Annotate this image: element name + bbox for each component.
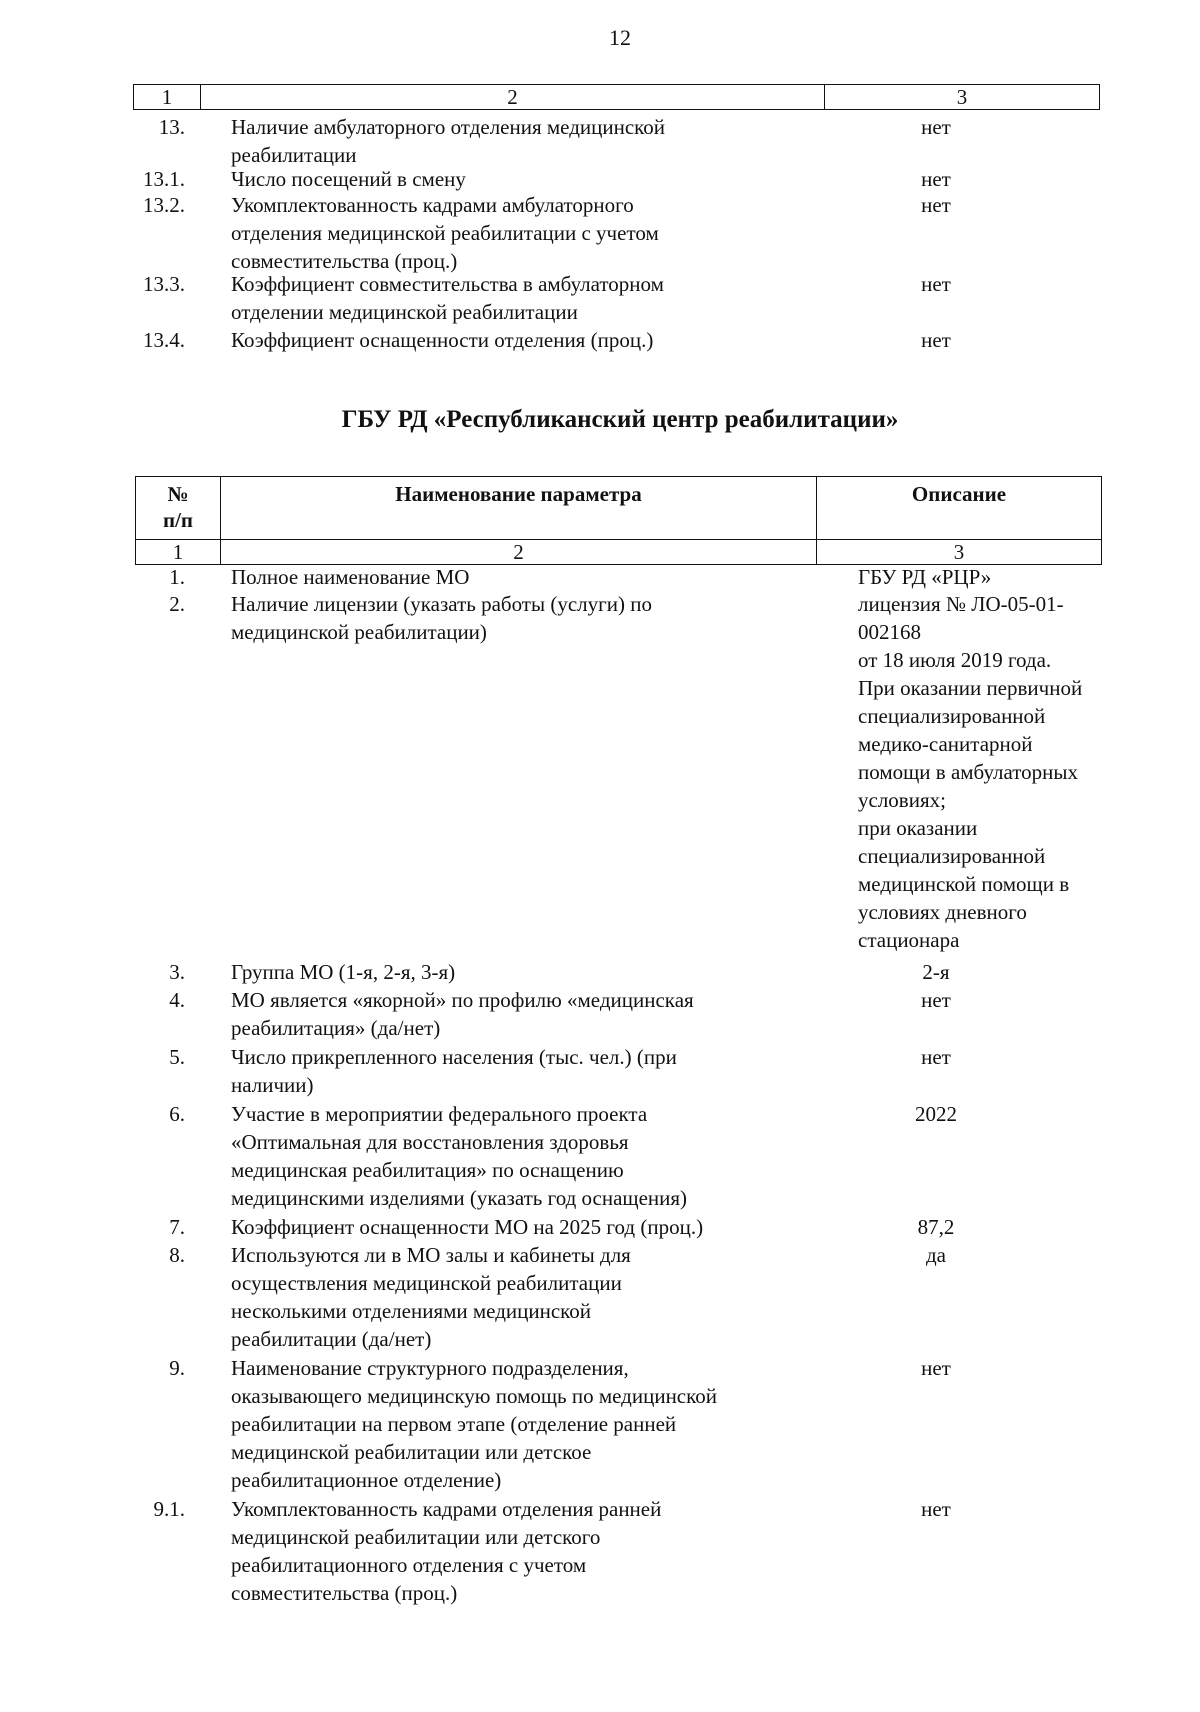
row-value: нет xyxy=(921,193,951,217)
row-text: Группа МО (1-я, 2-я, 3-я) xyxy=(231,960,456,984)
table-row xyxy=(0,1213,1200,1241)
row-text: Используются ли в МО залы и кабинеты для осуществления медицинской реабилитации несколькими отделениями медицинской реабилитации (да/нет) xyxy=(231,1243,631,1351)
row-text: Участие в мероприятии федерального проекта «Оптимальная для восстановления здоровья медицинская реабилитация» по оснащению медицинскими изделиями (указать год оснащения) xyxy=(231,1102,688,1210)
row-number: 13.4. xyxy=(143,328,185,352)
row-value: нет xyxy=(921,988,951,1012)
row-value: нет xyxy=(921,272,951,296)
top-table-body xyxy=(0,113,1200,354)
table-row xyxy=(0,563,1200,590)
main-table-header xyxy=(135,476,1102,565)
table-row xyxy=(0,1354,1200,1495)
row-number: 1. xyxy=(169,565,185,589)
table-row xyxy=(0,113,1200,165)
table-row xyxy=(0,1241,1200,1354)
section-title: ГБУ РД «Республиканский центр реабилитации» xyxy=(341,406,899,433)
header-number: № п/п xyxy=(136,477,221,540)
table-row xyxy=(0,590,1200,958)
table-row xyxy=(0,1043,1200,1100)
table-row xyxy=(0,270,1200,326)
top-header-col1: 1 xyxy=(134,85,201,110)
row-text: Число прикрепленного населения (тыс. чел.) (при наличии) xyxy=(231,1045,677,1097)
page-number: 12 xyxy=(609,25,631,50)
row-number: 9. xyxy=(169,1356,185,1380)
row-number: 3. xyxy=(169,960,185,984)
row-text: Полное наименование МО xyxy=(231,565,470,589)
row-text: Укомплектованность кадрами отделения ранней медицинской реабилитации или детского реабилитационного отделения с учетом совместительства (проц.) xyxy=(231,1497,662,1605)
header-parameter-name: Наименование параметра xyxy=(221,477,817,540)
table-row xyxy=(0,958,1200,986)
table-row xyxy=(0,1495,1200,1608)
row-text: Наличие лицензии (указать работы (услуги) по медицинской реабилитации) xyxy=(231,592,652,644)
row-number: 5. xyxy=(169,1045,185,1069)
table-row xyxy=(0,326,1200,354)
row-value: нет xyxy=(921,1356,951,1380)
main-table-body xyxy=(0,563,1200,1608)
header-description: Описание xyxy=(817,477,1102,540)
row-number: 7. xyxy=(169,1215,185,1239)
row-value: 87,2 xyxy=(917,1215,955,1239)
row-number: 2. xyxy=(169,592,185,616)
row-text: Коэффициент совместительства в амбулаторном отделении медицинской реабилитации xyxy=(231,272,664,324)
row-value: 2022 xyxy=(915,1102,957,1126)
row-value: ГБУ РД «РЦР» xyxy=(858,565,992,589)
table-row xyxy=(0,986,1200,1043)
row-text: Коэффициент оснащенности отделения (проц.) xyxy=(231,328,654,352)
top-header-col3: 3 xyxy=(825,85,1100,110)
row-text: Наименование структурного подразделения, оказывающего медицинскую помощь по медицинской реабилитации на первом этапе (отделение ранней медицинской реабилитации или детское реабилитационное отделение) xyxy=(231,1356,718,1492)
row-text: Укомплектованность кадрами амбулаторного отделения медицинской реабилитации с учетом совместительства (проц.) xyxy=(231,193,659,273)
top-table-header xyxy=(133,84,1100,110)
row-value: лицензия № ЛО-05-01- 002168 от 18 июля 2019 года. При оказании первичной специализированной медико-санитарной помощи в амбулаторных условиях; при оказании специализированной медицинской помощи в условиях дневного стационара xyxy=(858,592,1083,952)
top-header-col2: 2 xyxy=(201,85,825,110)
row-value: нет xyxy=(921,1045,951,1069)
row-number: 13. xyxy=(158,115,185,139)
row-number: 4. xyxy=(169,988,185,1012)
row-value: 2-я xyxy=(922,960,950,984)
row-value: нет xyxy=(921,1497,951,1521)
row-number: 8. xyxy=(169,1243,185,1267)
row-text: Число посещений в смену xyxy=(231,167,466,191)
row-value: да xyxy=(925,1243,946,1267)
row-number: 13.1. xyxy=(143,167,185,191)
row-number: 6. xyxy=(169,1102,185,1126)
numbering-col2: 2 xyxy=(221,540,817,565)
row-value: нет xyxy=(921,167,951,191)
row-text: МО является «якорной» по профилю «медицинская реабилитация» (да/нет) xyxy=(231,988,694,1040)
row-number: 13.2. xyxy=(143,193,185,217)
numbering-col1: 1 xyxy=(136,540,221,565)
numbering-col3: 3 xyxy=(817,540,1102,565)
table-row xyxy=(0,1100,1200,1213)
table-row xyxy=(0,191,1200,273)
row-text: Наличие амбулаторного отделения медицинской реабилитации xyxy=(231,115,666,167)
row-value: нет xyxy=(921,115,951,139)
table-row xyxy=(0,165,1200,191)
row-value: нет xyxy=(921,328,951,352)
row-text: Коэффициент оснащенности МО на 2025 год (проц.) xyxy=(231,1215,704,1239)
row-number: 9.1. xyxy=(153,1497,185,1521)
row-number: 13.3. xyxy=(143,272,185,296)
